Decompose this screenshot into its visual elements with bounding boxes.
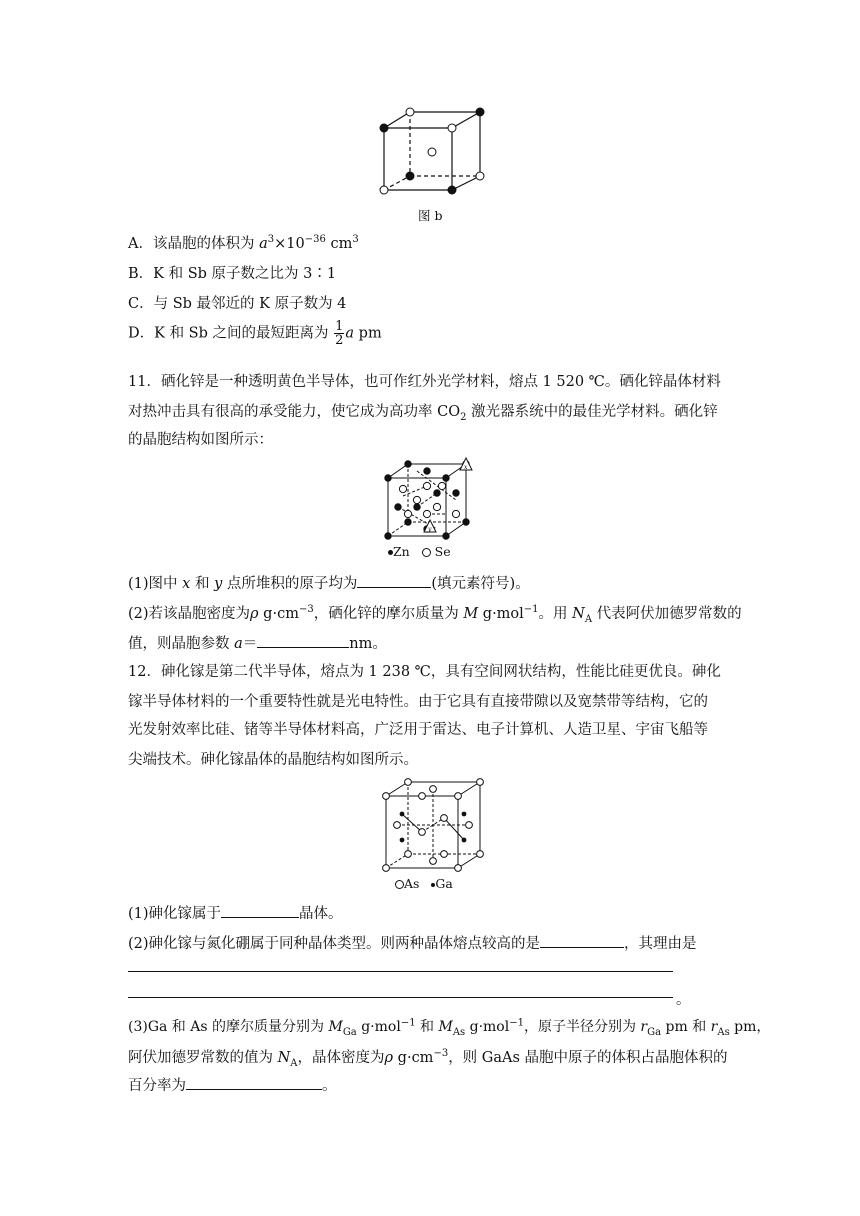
znse-label-x: x	[464, 464, 468, 471]
q11-part-2-line-2: 值，则晶胞参数 a＝ nm。	[128, 632, 387, 653]
q12-line-3: 光发射效率比硅、锗等半导体材料高，广泛用于雷达、电子计算机、人造卫星、宇宙飞船等	[128, 722, 708, 738]
gaas-unit-cell	[378, 776, 488, 876]
q11-part-1: (1)图中 x 和 y 点所堆积的原子均为 (填元素符号)。	[128, 572, 530, 593]
q12-part-2: (2)砷化镓与氮化硼属于同种晶体类型。则两种晶体熔点较高的是 ，其理由是	[128, 932, 697, 953]
fraction-one-half: $\frac{1}{2}$	[335, 319, 344, 348]
se-legend-icon	[422, 548, 431, 557]
q11-line-3: 的晶胞结构如图所示：	[128, 432, 273, 448]
q11-part-2-line-1: (2)若该晶胞密度为ρ $g\cdot cm^{-3}$，硒化锌的摩尔质量为 M g·mol$^{-1}$。用 $N_A$ 代表阿伏加德罗常数的	[128, 604, 742, 625]
option-c: C．与 Sb 最邻近的 K 原子数为 4	[128, 296, 347, 312]
option-d: D．K 和 Sb 之间的最短距离为 $\frac{1}{2}$ a pm	[128, 319, 382, 348]
answer-blank[interactable]	[540, 933, 624, 948]
znse-label-y: y	[428, 526, 432, 533]
q11-line-2: 对热冲击具有很高的承受能力，使它成为高功率 $CO_2$ 激光器系统中的最佳光学材料。硒化锌	[128, 404, 718, 423]
answer-line-2-period: 。	[676, 992, 691, 1008]
q11-line-1: 11．硒化锌是一种透明黄色半导体，也可作红外光学材料，熔点 1 520 ℃。硒化锌晶体材料	[128, 374, 721, 390]
answer-blank[interactable]	[186, 1075, 322, 1090]
q12-line-4: 尖端技术。砷化镓晶体的晶胞结构如图所示。	[128, 752, 418, 768]
as-legend-icon	[395, 880, 404, 889]
answer-blank[interactable]	[357, 573, 431, 588]
option-b: B．K 和 Sb 原子数之比为 3∶1	[128, 266, 337, 282]
znse-legend: Zn Se	[388, 544, 451, 559]
answer-line-2[interactable]	[128, 987, 673, 998]
znse-unit-cell	[378, 456, 488, 546]
q12-part-3-line-3: 百分率为 。	[128, 1074, 337, 1095]
q12-part-3-line-1: (3)Ga 和 As 的摩尔质量分别为 $M_{Ga}$ g·mol$^{-1}$ 和 $M_{As}$ g·mol$^{-1}$，原子半径分别为 $r_{Ga}$ pm 和 $r_{As}$ pm，	[128, 1017, 771, 1038]
answer-blank[interactable]	[221, 903, 299, 918]
q12-line-2: 镓半导体材料的一个重要特性就是光电特性。由于它具有直接带隙以及宽禁带等结构，它的	[128, 694, 708, 710]
gaas-legend: As Ga	[395, 876, 453, 891]
q12-part-1: (1)砷化镓属于 晶体。	[128, 902, 343, 923]
q12-part-3-line-2: 阿伏加德罗常数的值为 $N_A$，晶体密度为ρ $g\cdot cm^{-3}$，则 GaAs 晶胞中原子的体积占晶胞体积的	[128, 1048, 728, 1069]
figure-b-caption: 图 b	[418, 208, 443, 223]
answer-blank[interactable]	[257, 633, 349, 648]
q12-line-1: 12．砷化镓是第二代半导体，熔点为 1 238 ℃，具有空间网状结构，性能比硅更优良。砷化	[128, 664, 721, 680]
answer-line-1[interactable]	[128, 961, 673, 972]
option-a: A．该晶胞的体积为 $a^3\times 10^{-36}$ $cm^3$	[128, 234, 359, 252]
